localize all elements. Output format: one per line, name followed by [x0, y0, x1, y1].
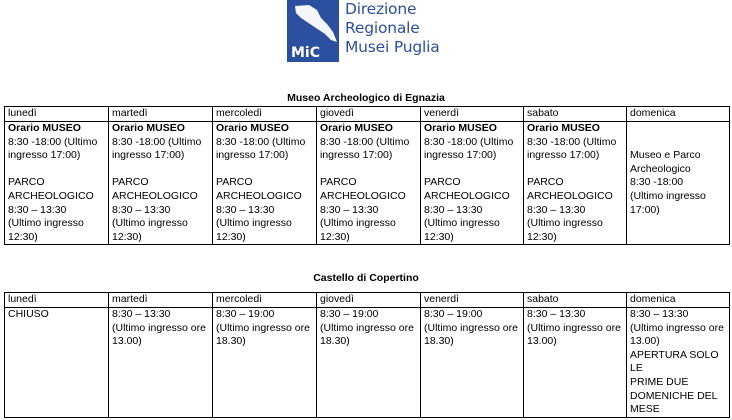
logo-line-1: Direzione [345, 0, 417, 18]
section-title-copertino: Castello di Copertino [313, 272, 419, 284]
cell-line: (Ultimo ingresso ore [112, 321, 206, 334]
cell-line: (Ultimo ingresso ore [630, 321, 724, 334]
cell-line: 8:30 – 13:30 [320, 203, 379, 216]
cell-line: CHIUSO [8, 308, 49, 320]
cell-line: (Ultimo ingresso ore [320, 321, 414, 334]
cell-line: 8:30 – 13:30 [527, 308, 586, 320]
day-header-6: domenica [627, 293, 730, 308]
blank-line [630, 136, 726, 150]
blank-line [527, 163, 623, 177]
logo-line-3: Musei Puglia [345, 38, 440, 56]
cell-line: ingresso 17:00) [424, 149, 497, 162]
logo-text [345, 0, 440, 57]
cell-line: ARCHEOLOGICO [527, 189, 613, 202]
cell-line: PRIME DUE [630, 375, 689, 388]
cell-line: ingresso 17:00) [112, 149, 185, 162]
cell-line: 12:30) [216, 230, 246, 243]
schedule-cell-1 [109, 308, 213, 418]
logo-line-2: Regionale [345, 19, 420, 37]
cell-heading: Orario MUSEO [320, 122, 393, 134]
day-header-1: martedì [109, 107, 213, 122]
schedule-cell-1 [109, 122, 213, 245]
day-header-1: martedì [109, 293, 213, 308]
cell-line: PARCO [8, 176, 45, 189]
cell-line: (Ultimo ingresso [216, 217, 292, 230]
cell-line: (Ultimo ingresso ore [527, 321, 621, 334]
cell-line: 13.00) [527, 335, 557, 348]
day-header-5: sabato [524, 293, 627, 308]
cell-line: 8:30 -18:00 (Ultimo [527, 135, 617, 148]
schedule-cell-6 [627, 122, 730, 245]
table-row [5, 122, 730, 245]
schedule-cell-4 [421, 308, 524, 418]
cell-line: (Ultimo ingresso [424, 217, 500, 230]
day-header-5: sabato [524, 107, 627, 122]
day-header-4: venerdì [421, 107, 524, 122]
cell-line: 8:30 -18:00 [630, 176, 684, 189]
cell-line: 8:30 – 13:30 [630, 308, 689, 320]
schedule-table-egnazia [4, 106, 730, 245]
cell-line: 8:30 -18:00 (Ultimo [112, 135, 202, 148]
cell-line: 8:30 – 19:00 [320, 308, 379, 320]
day-header-4: venerdì [421, 293, 524, 308]
cell-line: 8:30 – 19:00 [216, 308, 275, 320]
schedule-cell-0 [5, 122, 109, 245]
schedule-cell-2 [213, 122, 317, 245]
cell-line: 18.30) [424, 335, 454, 348]
cell-line: DOMENICHE DEL [630, 389, 718, 402]
day-header-3: giovedì [317, 107, 421, 122]
cell-line: (Ultimo ingresso [8, 217, 84, 230]
day-header-2: mercoledì [213, 107, 317, 122]
schedule-table-copertino [4, 292, 730, 418]
table-row [5, 308, 730, 418]
cell-heading [630, 122, 726, 136]
cell-line: 8:30 – 13:30 [8, 203, 67, 216]
cell-line: 12:30) [8, 230, 38, 243]
cell-line: Museo e Parco [630, 149, 701, 162]
cell-line: PARCO [216, 176, 253, 189]
cell-line: PARCO [112, 176, 149, 189]
cell-line: ARCHEOLOGICO [424, 189, 510, 202]
cell-line: APERTURA SOLO LE [630, 348, 719, 375]
day-header-0: lunedì [5, 293, 109, 308]
table-header-row [5, 107, 730, 122]
cell-line: 12:30) [320, 230, 350, 243]
cell-heading: Orario MUSEO [112, 122, 185, 134]
cell-heading: Orario MUSEO [216, 122, 289, 134]
mic-logo-icon [287, 0, 339, 62]
cell-line: 18.30) [320, 335, 350, 348]
cell-line: 8:30 – 13:30 [424, 203, 483, 216]
cell-line: 8:30 – 13:30 [112, 203, 171, 216]
cell-line: (Ultimo ingresso [527, 217, 603, 230]
schedule-cell-6 [627, 308, 730, 418]
cell-line: 8:30 – 13:30 [112, 308, 171, 320]
cell-line: ingresso 17:00) [216, 149, 289, 162]
cell-line: 8:30 -18:00 (Ultimo [8, 135, 98, 148]
table-header-row [5, 293, 730, 308]
logo [287, 0, 457, 62]
cell-line: 8:30 – 13:30 [527, 203, 586, 216]
cell-line: ARCHEOLOGICO [8, 189, 94, 202]
cell-line: (Ultimo ingresso [112, 217, 188, 230]
cell-heading: Orario MUSEO [424, 122, 497, 134]
cell-line: 18.30) [216, 335, 246, 348]
cell-line: MESE [630, 403, 660, 416]
cell-line: 8:30 – 13:30 [216, 203, 275, 216]
cell-line: 8:30 -18:00 (Ultimo [424, 135, 514, 148]
schedule-cell-3 [317, 122, 421, 245]
cell-line: ingresso 17:00) [8, 149, 81, 162]
schedule-cell-2 [213, 308, 317, 418]
schedule-cell-0 [5, 308, 109, 418]
cell-line: (Ultimo ingresso ore [424, 321, 518, 334]
cell-line: (Ultimo ingresso [630, 189, 706, 202]
blank-line [320, 163, 417, 177]
cell-line: 8:30 – 19:00 [424, 308, 483, 320]
cell-line: ARCHEOLOGICO [216, 189, 302, 202]
cell-line: PARCO [527, 176, 564, 189]
section-title-egnazia: Museo Archeologico di Egnazia [287, 92, 445, 104]
cell-line: ingresso 17:00) [320, 149, 393, 162]
cell-line: ARCHEOLOGICO [112, 189, 198, 202]
day-header-2: mercoledì [213, 293, 317, 308]
cell-line: 17:00) [630, 203, 660, 216]
cell-line: (Ultimo ingresso ore [216, 321, 310, 334]
schedule-cell-5 [524, 308, 627, 418]
cell-line: (Ultimo ingresso [320, 217, 396, 230]
cell-line: 12:30) [112, 230, 142, 243]
blank-line [424, 163, 520, 177]
day-header-0: lunedì [5, 107, 109, 122]
cell-line: 13.00) [630, 335, 660, 348]
cell-line: PARCO [424, 176, 461, 189]
cell-line: 12:30) [424, 230, 454, 243]
schedule-cell-3 [317, 308, 421, 418]
logo-mark-text: MiC [291, 45, 321, 61]
cell-line: ingresso 17:00) [527, 149, 600, 162]
blank-line [8, 163, 105, 177]
cell-line: 8:30 -18:00 (Ultimo [320, 135, 410, 148]
cell-line: ARCHEOLOGICO [320, 189, 406, 202]
cell-heading: Orario MUSEO [527, 122, 600, 134]
cell-heading: Orario MUSEO [8, 122, 81, 134]
cell-line: Archeologico [630, 162, 691, 175]
blank-line [216, 163, 313, 177]
cell-line: 13.00) [112, 335, 142, 348]
cell-line: 12:30) [527, 230, 557, 243]
schedule-cell-5 [524, 122, 627, 245]
day-header-6: domenica [627, 107, 730, 122]
day-header-3: giovedì [317, 293, 421, 308]
cell-line: 8:30 -18:00 (Ultimo [216, 135, 306, 148]
cell-line: PARCO [320, 176, 357, 189]
blank-line [112, 163, 209, 177]
schedule-cell-4 [421, 122, 524, 245]
